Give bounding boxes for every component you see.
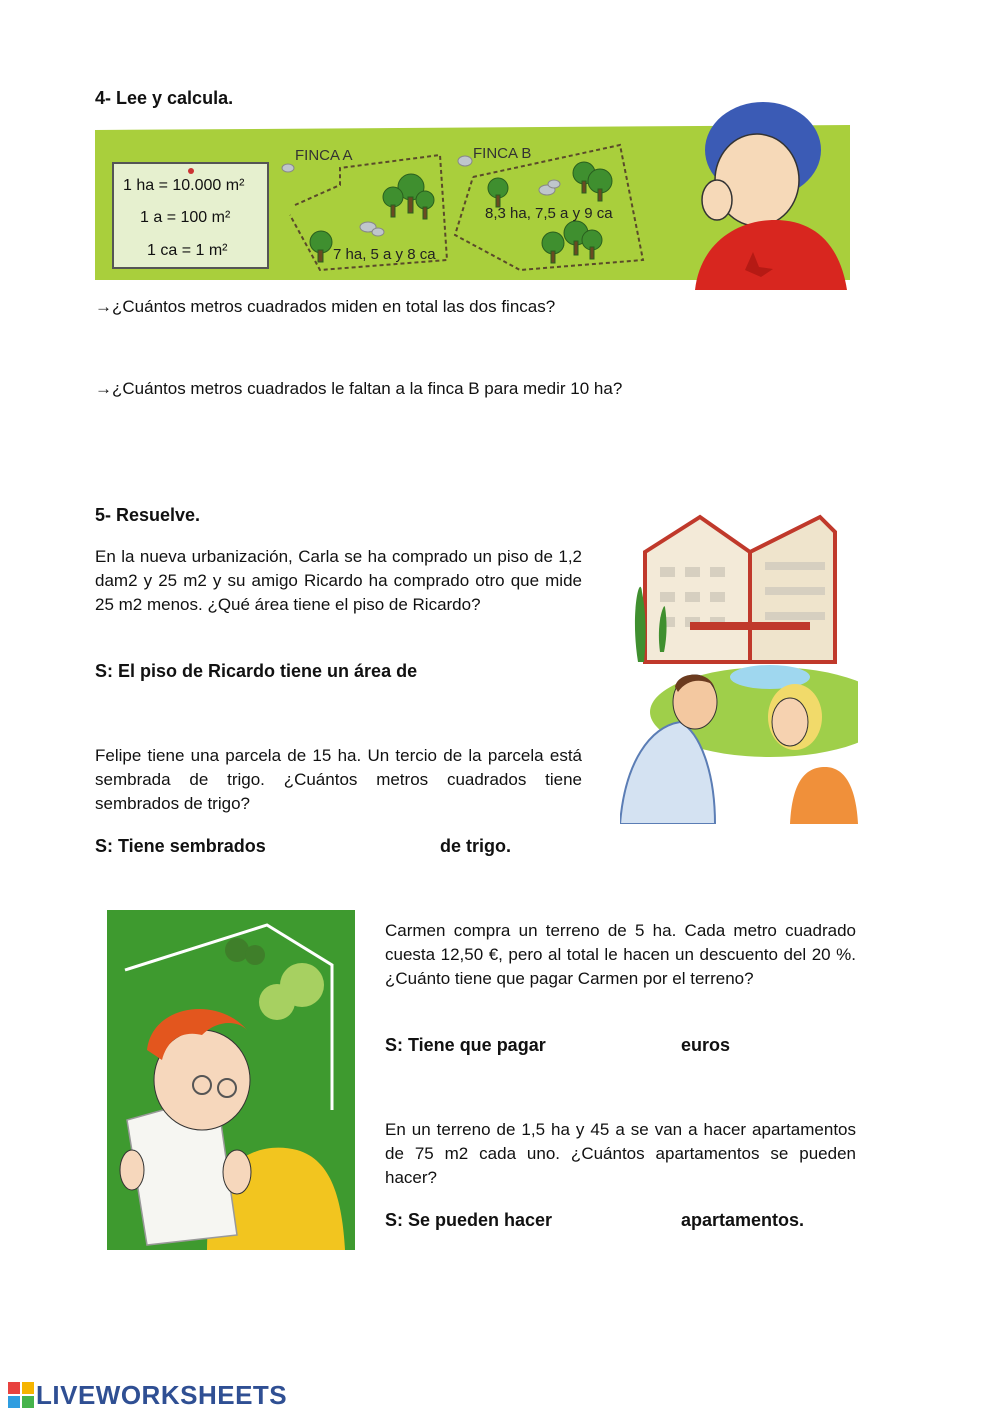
fincas-illustration (95, 85, 855, 290)
answer-4-prefix: S: Se pueden hacer (385, 1210, 553, 1230)
finca-a-label: FINCA A (295, 147, 353, 164)
boy-reading-illustration (107, 910, 355, 1250)
answer-field-3[interactable] (572, 1035, 680, 1059)
question-2: →¿Cuántos metros cuadrados le faltan a la finca B para medir 10 ha? (95, 379, 623, 398)
exercise-5-title: 5- Resuelve. (95, 505, 201, 525)
answer-3-prefix: S: Tiene que pagar (385, 1035, 546, 1055)
arrow-icon: → (95, 379, 112, 398)
unit-ha: 1 ha = 10.000 m² (123, 177, 245, 194)
liveworksheets-logo[interactable] (8, 1380, 287, 1410)
answer-3-suffix: euros (681, 1035, 731, 1055)
answer-field-q2[interactable] (95, 412, 799, 436)
logo-blocks-icon (8, 1382, 34, 1408)
unit-a: 1 a = 100 m² (140, 209, 231, 226)
answer-field-4[interactable] (578, 1210, 680, 1234)
answer-field-2[interactable] (292, 836, 436, 860)
building-illustration (620, 512, 858, 824)
problem-1: En la nueva urbanización, Carla se ha comprado un piso de 1,2 dam2 y 25 m2 y su amigo Ricardo ha comprado otro que mide 25 m2 menos. ¿Qué área tiene el piso de Ricardo? (95, 547, 582, 614)
answer-1-label: S: El piso de Ricardo tiene un área de (95, 661, 418, 681)
answer-field-1[interactable] (462, 661, 596, 685)
problem-2: Felipe tiene una parcela de 15 ha. Un tercio de la parcela está sembrada de trigo. ¿Cuántos metros cuadrados tiene sembrados de trigo? (95, 746, 582, 813)
exercise-4-title: 4- Lee y calcula. (95, 88, 234, 108)
arrow-icon: → (95, 297, 112, 316)
answer-2-suffix: de trigo. (440, 836, 511, 856)
question-1: →¿Cuántos metros cuadrados miden en total las dos fincas? (95, 297, 556, 316)
finca-b-area: 8,3 ha, 7,5 a y 9 ca (485, 205, 613, 222)
answer-field-q1[interactable] (95, 330, 799, 354)
answer-4-suffix: apartamentos. (681, 1210, 805, 1230)
answer-2-prefix: S: Tiene sembrados (95, 836, 266, 856)
finca-a-area: 7 ha, 5 a y 8 ca (333, 246, 436, 263)
finca-b-label: FINCA B (473, 145, 532, 162)
unit-ca: 1 ca = 1 m² (147, 242, 228, 259)
problem-4: En un terreno de 1,5 ha y 45 a se van a hacer apartamentos de 75 m2 cada uno. ¿Cuántos apartamentos se pueden hacer? (385, 1120, 856, 1187)
problem-3: Carmen compra un terreno de 5 ha. Cada metro cuadrado cuesta 12,50 €, pero al total le hacen un descuento del 20 %. ¿Cuánto tiene que pagar Carmen por el terreno? (385, 921, 856, 988)
logo-text: LIVEWORKSHEETS (36, 1379, 288, 1410)
